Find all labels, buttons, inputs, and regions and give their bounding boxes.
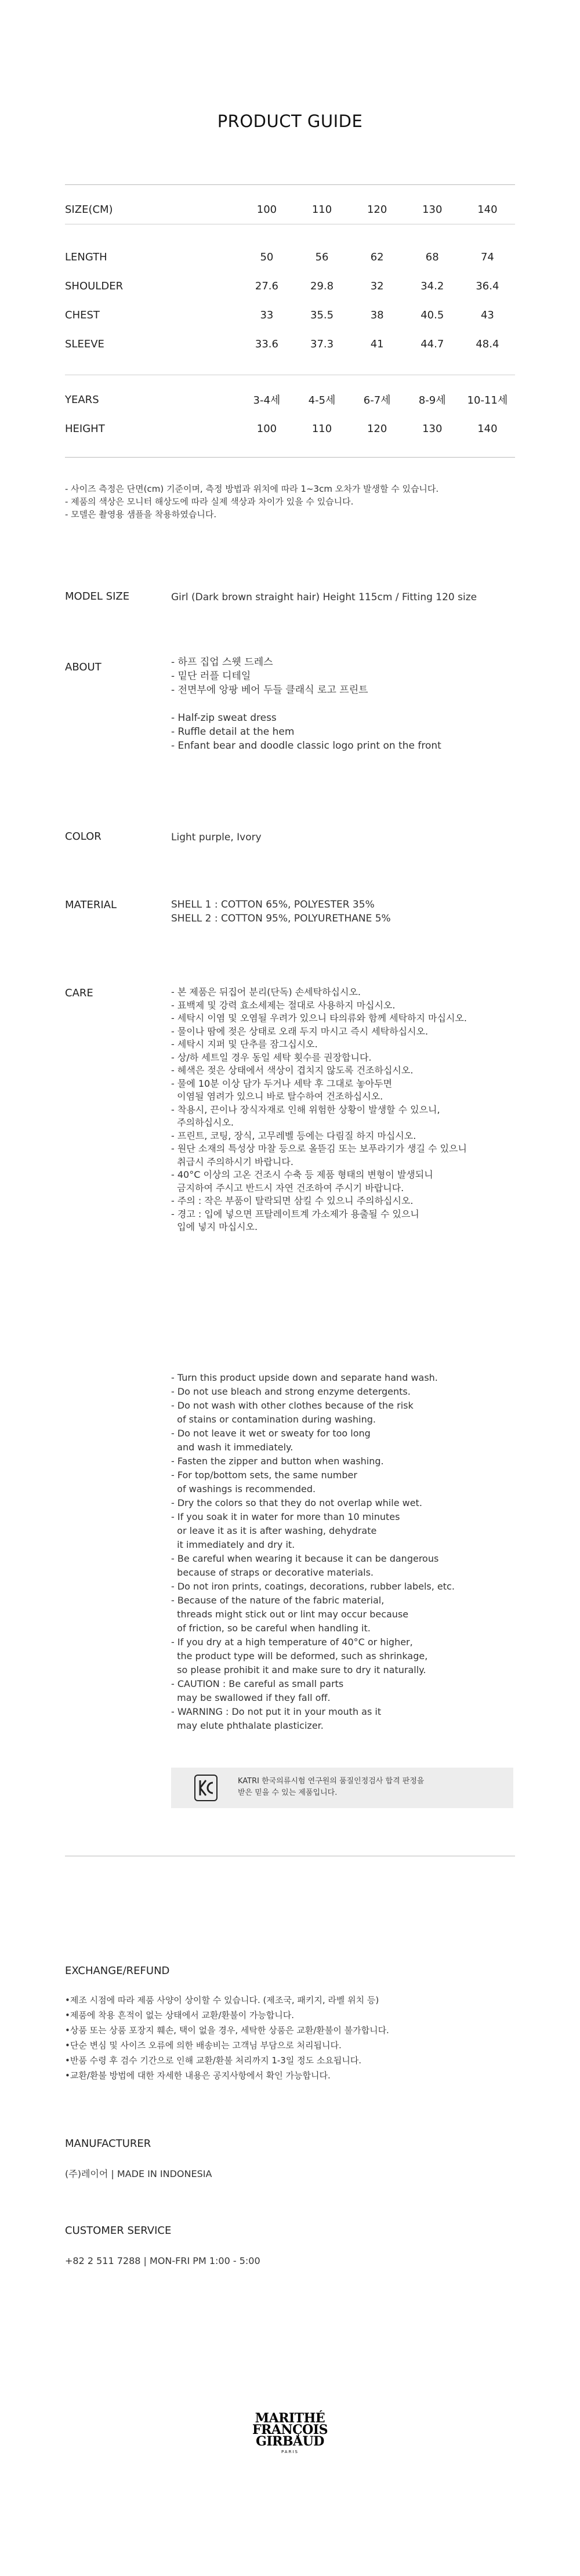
model-size-value <box>171 590 477 604</box>
table-cell: 33.6 <box>255 338 278 350</box>
table-cell: 8-9세 <box>418 394 446 407</box>
size-header-label: SIZE(CM) <box>65 203 113 216</box>
exchange-line: •단순 변심 및 사이즈 오류에 의한 배송비는 고객님 부담으로 처리됩니다. <box>65 2040 342 2051</box>
table-cell: 32 <box>370 280 384 292</box>
table-row <box>65 271 515 300</box>
about-line: - 하프 집업 스웻 드레스 <box>171 656 273 668</box>
manufacturer-text: (주)레이어 | MADE IN INDONESIA <box>65 2168 212 2179</box>
color-label: COLOR <box>65 830 102 843</box>
manufacturer-label: MANUFACTURER <box>65 2138 151 2150</box>
table-cell: 68 <box>425 251 439 263</box>
kc-text <box>238 1776 424 1799</box>
exchange-line: •상품 또는 상품 포장지 훼손, 택이 없을 경우, 세탁한 상품은 교환/환불이 불가합니다. <box>65 2025 389 2036</box>
exchange-line: •교환/환불 방법에 대한 자세한 내용은 공지사항에서 확인 가능합니다. <box>65 2070 331 2081</box>
table-cell: 4-5세 <box>308 394 336 407</box>
table-cell: 100 <box>256 422 277 435</box>
brand-logo <box>245 2412 335 2454</box>
brand-logo-line: MARITHÉ <box>255 2411 325 2426</box>
care-line: the product type will be deformed, such as shrinkage, <box>171 1650 428 1661</box>
note-line: - 제품의 색상은 모니터 해상도에 따라 실제 색상과 차이가 있을 수 있습니다. <box>65 496 354 507</box>
row-label: YEARS <box>65 393 99 406</box>
table-cell: 6-7세 <box>363 394 391 407</box>
row-label: HEIGHT <box>65 422 105 435</box>
care-line: threads might stick out or lint may occur because <box>171 1609 409 1620</box>
divider-table-bottom <box>65 457 515 458</box>
care-line: - 40°C 이상의 고온 건조시 수축 등 제품 형태의 변형이 발생되니 <box>171 1169 433 1180</box>
care-line: - 세탁시 이염 및 오염될 우려가 있으니 타의류와 함께 세탁하지 마십시오. <box>171 1013 467 1024</box>
care-line: 이염될 염려가 있으니 바로 탈수하여 건조하십시오. <box>171 1091 383 1102</box>
exchange-line: •제조 시점에 따라 제품 사양이 상이할 수 있습니다. (제조국, 패키지, 라벨 위치 등) <box>65 1995 379 2005</box>
care-line: because of straps or decorative materials. <box>171 1567 374 1578</box>
table-row <box>65 414 515 443</box>
material-body <box>171 898 391 926</box>
care-line: - 물에 10분 이상 담가 두거나 세탁 후 그대로 놓아두면 <box>171 1077 393 1089</box>
care-line: it immediately and dry it. <box>171 1539 295 1550</box>
customer-service-body <box>65 2254 260 2269</box>
table-cell: 40.5 <box>420 309 444 321</box>
care-line: - Turn this product upside down and separate hand wash. <box>171 1372 438 1383</box>
size-notes <box>65 482 438 521</box>
care-line: - Be careful when wearing it because it can be dangerous <box>171 1553 439 1564</box>
care-line: - 원단 소재의 특성상 마찰 등으로 올뜯김 또는 보푸라기가 생길 수 있으니 <box>171 1143 467 1154</box>
table-cell: 41 <box>370 338 384 350</box>
table-cell: 35.5 <box>310 309 334 321</box>
manufacturer-body <box>65 2167 212 2182</box>
table-cell: 110 <box>311 422 332 435</box>
kc-certification-box <box>171 1768 513 1808</box>
care-line: 금지하여 주시고 반드시 자연 건조하여 주시기 바랍니다. <box>171 1182 404 1193</box>
table-cell: 29.8 <box>310 280 334 292</box>
customer-service-label: CUSTOMER SERVICE <box>65 2225 172 2237</box>
row-label: LENGTH <box>65 251 107 263</box>
color-text: Light purple, Ivory <box>171 832 262 843</box>
exchange-label: EXCHANGE/REFUND <box>65 1965 170 1977</box>
kc-text-line: KATRI 한국의류시험 연구원의 품질인정검사 합격 판정을 <box>238 1777 425 1786</box>
note-line: - 모델은 촬영용 샘플을 착용하였습니다. <box>65 509 217 520</box>
divider-top <box>65 184 515 185</box>
table-cell: 74 <box>480 251 494 263</box>
care-line: - Do not use bleach and strong enzyme detergents. <box>171 1386 411 1397</box>
about-line: - Ruffle detail at the hem <box>171 726 295 738</box>
care-line: so please prohibit it and make sure to dry it naturally. <box>171 1664 426 1675</box>
row-label: SLEEVE <box>65 338 104 350</box>
care-line: - 주의 : 작은 부품이 탈락되면 삼킬 수 있으니 주의하십시오. <box>171 1195 414 1206</box>
material-line: SHELL 2 : COTTON 95%, POLYURETHANE 5% <box>171 913 391 924</box>
table-row <box>65 300 515 329</box>
care-line: - 착용시, 끈이나 장식자재로 인해 위험한 상황이 발생할 수 있으니, <box>171 1104 440 1115</box>
care-line: - 상/하 세트일 경우 동일 세탁 횟수를 권장합니다. <box>171 1051 372 1063</box>
kc-mark-icon <box>194 1775 217 1801</box>
table-cell: 27.6 <box>255 280 278 292</box>
table-row <box>65 242 515 271</box>
care-line: of washings is recommended. <box>171 1483 316 1494</box>
care-line: - If you dry at a high temperature of 40°C or higher, <box>171 1637 413 1648</box>
about-line: - Half-zip sweat dress <box>171 712 277 724</box>
care-label: CARE <box>65 987 93 999</box>
brand-logo-line: GIRBAUD <box>256 2434 324 2449</box>
care-line: - WARNING : Do not put it in your mouth as it <box>171 1706 382 1717</box>
table-cell: 10-11세 <box>467 394 508 407</box>
care-line: - 헤색은 젖은 상태에서 색상이 겹치지 않도록 건조하십시오. <box>171 1065 414 1076</box>
row-label: CHEST <box>65 309 100 321</box>
about-label: ABOUT <box>65 661 102 673</box>
size-header-cell: 140 <box>477 203 498 216</box>
model-size-label: MODEL SIZE <box>65 590 130 603</box>
care-line: - 표백제 및 강력 효소세제는 절대로 사용하지 마십시오. <box>171 999 396 1011</box>
color-value <box>171 830 262 844</box>
care-line: - 세탁시 지퍼 및 단추를 잠그십시오. <box>171 1039 318 1050</box>
care-line: 취급시 주의하시기 바랍니다. <box>171 1156 293 1167</box>
care-line: of friction, so be careful when handling it. <box>171 1623 371 1634</box>
care-line: - If you soak it in water for more than 10 minutes <box>171 1511 400 1522</box>
table-cell: 43 <box>480 309 494 321</box>
size-header-cell: 120 <box>367 203 387 216</box>
care-line: - 본 제품은 뒤집어 분리(단독) 손세탁하십시오. <box>171 986 361 997</box>
care-line: 입에 넣지 마십시오. <box>171 1221 258 1232</box>
table-cell: 36.4 <box>476 280 499 292</box>
care-line: - For top/bottom sets, the same number <box>171 1470 357 1481</box>
care-line: may elute phthalate plasticizer. <box>171 1720 324 1731</box>
table-cell: 37.3 <box>310 338 334 350</box>
exchange-body <box>65 1993 389 2083</box>
care-body-ko <box>171 986 467 1234</box>
size-header-cell: 100 <box>256 203 277 216</box>
table-cell: 140 <box>477 422 498 435</box>
care-line: - Do not wash with other clothes because of the risk <box>171 1400 414 1411</box>
material-label: MATERIAL <box>65 899 117 911</box>
care-line: - Because of the nature of the fabric material, <box>171 1595 385 1606</box>
care-body-en <box>171 1371 455 1733</box>
table-cell: 34.2 <box>420 280 444 292</box>
table-row <box>65 329 515 358</box>
care-line: of stains or contamination during washing. <box>171 1414 376 1425</box>
size-table <box>65 195 515 443</box>
care-line: 주의하십시오. <box>171 1117 234 1128</box>
row-label: SHOULDER <box>65 280 124 292</box>
table-cell: 48.4 <box>476 338 499 350</box>
material-line: SHELL 1 : COTTON 65%, POLYESTER 35% <box>171 899 375 910</box>
exchange-line: •반품 수령 후 검수 기간으로 인해 교환/환불 처리까지 1-3일 정도 소요됩니다. <box>65 2055 362 2066</box>
exchange-line: •제품에 착용 흔적이 없는 상태에서 교환/환불이 가능합니다. <box>65 2010 295 2020</box>
about-line: - Enfant bear and doodle classic logo print on the front <box>171 740 441 752</box>
size-header-cell: 110 <box>311 203 332 216</box>
kc-text-line: 받은 믿을 수 있는 제품입니다. <box>238 1788 338 1797</box>
page-title: PRODUCT GUIDE <box>217 111 363 131</box>
about-body <box>171 655 441 753</box>
care-line: - 경고 : 입에 넣으면 프탈레이트계 가소제가 용출될 수 있으니 <box>171 1208 419 1220</box>
care-line: - Fasten the zipper and button when washing. <box>171 1456 384 1467</box>
table-row <box>65 385 515 414</box>
table-cell: 33 <box>260 309 274 321</box>
table-cell: 56 <box>315 251 329 263</box>
size-header-cell: 130 <box>422 203 443 216</box>
model-size-text: Girl (Dark brown straight hair) Height 115cm / Fitting 120 size <box>171 592 477 603</box>
care-line: - 물이나 땀에 젖은 상태로 오래 두지 마시고 즉시 세탁하십시오. <box>171 1025 429 1037</box>
care-line: or leave it as it is after washing, dehydrate <box>171 1525 377 1536</box>
care-line: - Do not leave it wet or sweaty for too long <box>171 1428 371 1439</box>
brand-logo-line: FRANÇOIS <box>252 2422 328 2437</box>
table-cell: 62 <box>370 251 384 263</box>
care-line: - Do not iron prints, coatings, decorations, rubber labels, etc. <box>171 1581 455 1592</box>
table-cell: 44.7 <box>420 338 444 350</box>
table-cell: 130 <box>422 422 443 435</box>
size-header-row <box>65 195 515 224</box>
table-cell: 50 <box>260 251 274 263</box>
care-line: and wash it immediately. <box>171 1442 293 1453</box>
brand-logo-sub: PARIS <box>281 2450 299 2454</box>
note-line: - 사이즈 측정은 단면(cm) 기준이며, 측정 방법과 위치에 따라 1~3cm 오차가 발생할 수 있습니다. <box>65 484 439 494</box>
about-line: - 밑단 러플 디테일 <box>171 670 251 682</box>
care-line: - Dry the colors so that they do not overlap while wet. <box>171 1497 422 1508</box>
customer-service-text: +82 2 511 7288 | MON-FRI PM 1:00 - 5:00 <box>65 2255 260 2266</box>
care-line: may be swallowed if they fall off. <box>171 1692 331 1703</box>
care-line: - 프린트, 코팅, 장식, 고무레벨 등에는 다림질 하지 마십시오. <box>171 1130 416 1141</box>
table-cell: 38 <box>370 309 384 321</box>
table-cell: 3-4세 <box>253 394 281 407</box>
table-cell: 120 <box>367 422 387 435</box>
care-line: - CAUTION : Be careful as small parts <box>171 1678 344 1689</box>
about-line: - 전면부에 앙팡 베어 두들 클래식 로고 프린트 <box>171 684 368 696</box>
